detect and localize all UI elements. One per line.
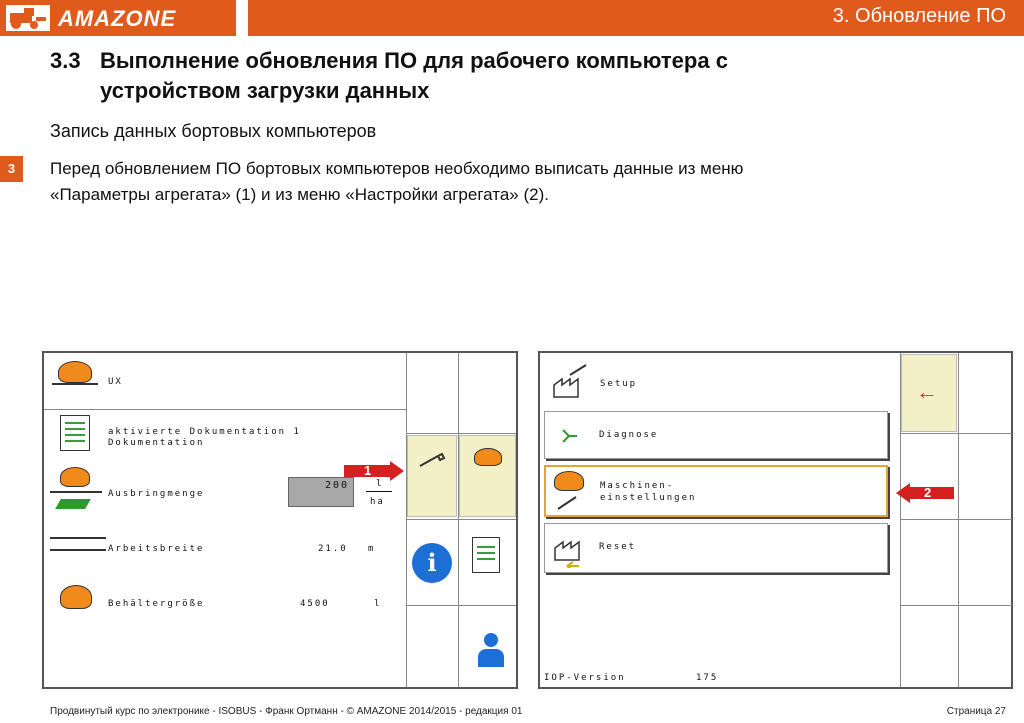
- brand-logo-text: AMAZONE: [58, 6, 177, 31]
- terminal-machine-parameters: [42, 351, 518, 689]
- working-width-icon: [50, 537, 106, 551]
- menu-item-machine-settings-line2: einstellungen: [600, 493, 697, 503]
- boom-icon: [50, 491, 102, 493]
- divider: [44, 409, 406, 410]
- working-width-value: 21.0: [318, 544, 348, 554]
- divider: [900, 519, 1012, 520]
- callout-arrow-2-label: 2: [924, 485, 932, 500]
- menu-item-diagnose[interactable]: [544, 411, 888, 459]
- diagnose-icon: [559, 426, 579, 446]
- chapter-bar: [248, 0, 1024, 36]
- tank-size-value: 4500: [300, 599, 330, 609]
- documentation-softkey-icon[interactable]: [472, 537, 500, 573]
- reset-icon: [551, 528, 591, 568]
- section-title-line2: устройством загрузки данных: [100, 78, 430, 103]
- machine-name: UX: [108, 377, 123, 387]
- chapter-side-badge: 3: [0, 156, 23, 182]
- iop-version-label: IOP-Version: [544, 673, 626, 683]
- body-paragraph: [50, 156, 970, 208]
- body-line-2: «Параметры агрегата» (1) и из меню «Настройки агрегата» (2).: [50, 185, 549, 204]
- documentation-label-line1: aktivierte Dokumentation 1: [108, 427, 301, 437]
- tank-size-label: Behältergröße: [108, 599, 205, 609]
- tank-base-icon: [52, 383, 98, 385]
- menu-item-reset-label: Reset: [599, 542, 637, 552]
- back-arrow-icon: ←: [916, 379, 938, 404]
- section-title-line1: Выполнение обновления ПО для рабочего компьютера с: [100, 48, 728, 73]
- user-icon: [484, 633, 498, 647]
- machine-parameters-softkey[interactable]: [407, 435, 457, 517]
- tank-size-unit: l: [374, 599, 382, 609]
- tank-size-icon: [60, 585, 92, 609]
- menu-item-machine-settings-line1: Maschinen-: [600, 481, 675, 491]
- sprayer-icon: [474, 448, 502, 466]
- machine-settings-icon: [554, 471, 584, 491]
- divider: [900, 605, 1012, 606]
- documentation-label-line2: Dokumentation: [108, 438, 205, 448]
- divider: [406, 433, 516, 434]
- setup-title: Setup: [600, 379, 638, 389]
- callout-arrow-2: [896, 483, 956, 503]
- callout-arrow-1: [344, 461, 404, 481]
- footer-text: Продвинутый курс по электронике - ISOBUS - Франк Ортманн - © AMAZONE 2014/2015 - редакция 01: [50, 706, 523, 717]
- rate-unit-fraction-line: [366, 491, 392, 492]
- working-width-label: Arbeitsbreite: [108, 544, 205, 554]
- document-icon: [60, 415, 90, 451]
- iop-version-value: 175: [696, 673, 719, 683]
- menu-item-reset[interactable]: [544, 523, 888, 573]
- wrench-icon: [556, 493, 586, 513]
- application-rate-value: 200: [324, 480, 349, 491]
- rate-unit-bottom: ha: [370, 497, 385, 507]
- section-title: [50, 46, 950, 106]
- wrench-icon: [408, 436, 458, 518]
- application-rate-label: Ausbringmenge: [108, 489, 205, 499]
- working-width-unit: m: [368, 544, 376, 554]
- setup-icon: [550, 361, 594, 401]
- divider: [900, 433, 1012, 434]
- divider: [406, 605, 516, 606]
- user-profile-softkey[interactable]: [476, 621, 506, 671]
- section-number: 3.3: [50, 48, 81, 73]
- sprayer-tank-icon: [58, 361, 92, 383]
- terminal-machine-menu: [538, 351, 1013, 689]
- application-rate-input[interactable]: [288, 477, 354, 507]
- field-icon: [55, 499, 91, 509]
- divider: [406, 353, 407, 687]
- brand-bar: [0, 0, 236, 36]
- divider: [406, 519, 516, 520]
- section-subtitle: Запись данных бортовых компьютеров: [50, 121, 377, 141]
- chapter-title: 3. Обновление ПО: [832, 5, 1006, 27]
- back-softkey[interactable]: [901, 354, 957, 432]
- divider: [458, 353, 459, 687]
- divider: [958, 353, 959, 687]
- rate-unit-top: l: [376, 479, 384, 489]
- menu-item-machine-settings[interactable]: [544, 465, 888, 517]
- sprayer-rate-icon: [60, 467, 90, 487]
- page-number: Страница 27: [946, 706, 1006, 717]
- callout-arrow-1-label: 1: [364, 463, 372, 478]
- tractor-logo-icon: [6, 5, 50, 31]
- body-line-1: Перед обновлением ПО бортовых компьютеров необходимо выписать данные из меню: [50, 159, 744, 178]
- machine-settings-softkey[interactable]: [459, 435, 516, 517]
- menu-item-diagnose-label: Diagnose: [599, 430, 659, 440]
- info-button[interactable]: i: [412, 543, 452, 583]
